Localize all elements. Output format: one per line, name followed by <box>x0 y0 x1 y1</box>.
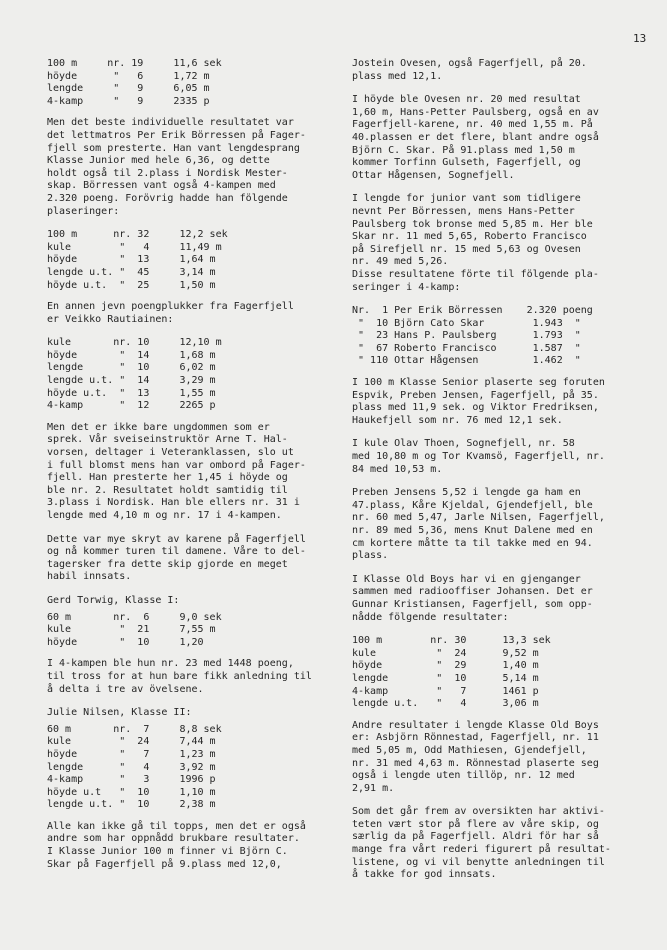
text-line: 47.plass, Kåre Kjeldal, Gjendefjell, ble <box>352 499 593 511</box>
results-row: höyde u.t " 10 1,10 m <box>47 786 216 798</box>
results-row: höyde " 14 1,68 m <box>47 349 216 361</box>
text-line: nr. 60 med 5,47, Jarle Nilsen, Fagerfjell, <box>352 512 605 524</box>
results-row: " 67 Roberto Francisco 1.587 " <box>352 342 581 354</box>
text-line: I Klasse Junior 100 m finner vi Björn C. <box>47 846 288 858</box>
paragraph <box>352 438 637 476</box>
results-row: 100 m nr. 19 11,6 sek <box>47 58 222 69</box>
paragraph <box>352 94 637 182</box>
paragraph <box>47 658 330 696</box>
text-line: sprek. Vår sveiseinstruktör Arne T. Hal- <box>47 434 288 446</box>
text-line: I lengde for junior vant som tidligere <box>352 193 581 205</box>
text-line: Espvik, Preben Jensen, Fagerfjell, på 35. <box>352 389 599 401</box>
text-line: vorsen, deltager i Veteranklassen, slo ut <box>47 447 294 459</box>
results-row: lengde u.t. " 45 3,14 m <box>47 266 216 278</box>
results-row: 4-kamp " 3 1996 p <box>47 774 216 786</box>
text-line: Haukefjell som nr. 76 med 12,1 sek. <box>352 414 563 426</box>
text-line: Disse resultatene förte til fölgende pla- <box>352 268 599 280</box>
text-line: er: Asbjörn Rönnestad, Fagerfjell, nr. 11 <box>352 732 599 744</box>
paragraph <box>352 720 637 796</box>
text-line: kommer Torfinn Gulseth, Fagerfjell, og <box>352 157 581 169</box>
results-table <box>47 612 330 650</box>
text-line: andre som har oppnådd brukbare resultater. <box>47 833 300 845</box>
results-row: 60 m nr. 6 9,0 sek <box>47 611 222 623</box>
paragraph <box>47 422 330 523</box>
results-row: höyde " 6 1,72 m <box>47 70 210 82</box>
results-row: höyde " 7 1,23 m <box>47 748 216 760</box>
text-line: Men det beste individuelle resultatet var <box>47 117 294 129</box>
text-line: Paulsberg tok bronse med 5,85 m. Her ble <box>352 218 593 230</box>
text-line: I kule Olav Thoen, Sognefjell, nr. 58 <box>352 438 575 450</box>
text-line: Alle kan ikke gå til topps, men det er også <box>47 820 306 832</box>
text-line: det lettmatros Per Erik Börressen på Fager- <box>47 129 306 141</box>
results-row: " 10 Björn Cato Skar 1.943 " <box>352 317 581 329</box>
results-row: " 110 Ottar Hågensen 1.462 " <box>352 355 581 367</box>
text-line: fjell som presterte. Han vant lengdesprang <box>47 142 300 154</box>
results-row: 100 m nr. 32 12,2 sek <box>47 229 228 241</box>
athlete-heading: Gerd Torwig, Klasse I: <box>47 594 180 606</box>
text-line: lengde med 4,10 m og nr. 17 i 4-kampen. <box>47 510 282 521</box>
results-row: 4-kamp " 12 2265 p <box>47 400 216 412</box>
text-line: også i lengde uten tillöp, nr. 12 med <box>352 770 575 782</box>
text-line: nr. 49 med 5,26. <box>352 256 449 268</box>
results-row: höyde u.t. " 13 1,55 m <box>47 387 216 399</box>
text-line: teten vært stor på flere av våre skip, og <box>352 818 599 830</box>
text-line: 3.plass i Nordisk. Han ble ellers nr. 31 i <box>47 497 300 509</box>
text-line: 2.320 poeng. Forövrig hadde han fölgende <box>47 192 288 204</box>
results-row: kule " 21 7,55 m <box>47 624 216 636</box>
text-line: er Veikko Rautiainen: <box>47 313 174 325</box>
results-row: 4-kamp " 7 1461 p <box>352 685 539 697</box>
text-line: I 4-kampen ble hun nr. 23 med 1448 poeng, <box>47 658 294 670</box>
results-row: kule " 24 9,52 m <box>352 647 539 659</box>
text-line: tagersker fra dette skip gjorde en meget <box>47 558 288 570</box>
paragraph <box>352 193 637 294</box>
text-line: nr. 31 med 4,63 m. Rönnestad plaserte seg <box>352 757 599 769</box>
text-line: listene, og vi vil benytte anledningen til <box>352 856 605 868</box>
paragraph <box>352 806 637 882</box>
text-line: seringer i 4-kamp: <box>352 281 461 293</box>
text-line: I Klasse Old Boys har vi en gjenganger <box>352 573 581 585</box>
athlete-heading: Julie Nilsen, Klasse II: <box>47 707 192 719</box>
results-row: höyde u.t. " 25 1,50 m <box>47 279 216 291</box>
results-row: höyde " 13 1,64 m <box>47 254 216 266</box>
text-line: å takke for god innsats. <box>352 869 497 881</box>
results-row: lengde u.t. " 14 3,29 m <box>47 375 216 387</box>
results-table <box>47 58 330 108</box>
text-line: cm kortere måtte ta til takke med en 94. <box>352 537 593 549</box>
results-row: höyde " 29 1,40 m <box>352 660 539 672</box>
text-line: nr. 89 med 5,36, mens Knut Dalene med en <box>352 525 593 536</box>
text-line: plass med 12,1. <box>352 70 443 82</box>
text-line: nevnt Per Börressen, mens Hans-Petter <box>352 205 575 217</box>
results-table <box>47 337 330 413</box>
text-line: holdt også til 2.plass i Nordisk Mester- <box>47 167 288 179</box>
results-row: lengde " 10 5,14 m <box>352 672 539 684</box>
text-line: 40.plassen er det flere, blant andre også <box>352 131 599 143</box>
results-row: kule " 4 11,49 m <box>47 241 222 253</box>
text-line: Fagerfjell-karene, nr. 40 med 1,55 m. På <box>352 119 593 131</box>
text-line: med 10,80 m og Tor Kvamsö, Fagerfjell, nr. <box>352 451 605 463</box>
paragraph <box>352 377 637 427</box>
text-line: skap. Börressen vant også 4-kampen med <box>47 180 276 192</box>
text-line: Men det er ikke bare ungdommen som er <box>47 421 270 433</box>
text-line: i full blomst mens han var ombord på Fager- <box>47 459 306 471</box>
text-line: I höyde ble Ovesen nr. 20 med resultat <box>352 94 581 106</box>
text-line: på Sirefjell nr. 15 med 5,63 og Ovesen <box>352 243 581 255</box>
results-row: lengde " 9 6,05 m <box>47 83 210 95</box>
text-line: 2,91 m. <box>352 782 395 794</box>
results-table <box>352 305 637 368</box>
results-row: lengde " 10 6,02 m <box>47 362 216 374</box>
results-row: 60 m nr. 7 8,8 sek <box>47 723 222 735</box>
results-row: Nr. 1 Per Erik Börressen 2.320 poeng <box>352 305 593 317</box>
text-line: Dette var mye skryt av karene på Fagerfjell <box>47 533 306 545</box>
results-row: lengde u.t. " 4 3,06 m <box>352 698 539 710</box>
text-line: I 100 m Klasse Senior plaserte seg foruten <box>352 377 605 389</box>
text-line: Preben Jensens 5,52 i lengde ga ham en <box>352 487 581 499</box>
text-line: ble nr. 2. Resultatet holdt samtidig til <box>47 484 288 496</box>
text-line: Skar nr. 11 med 5,65, Roberto Francisco <box>352 231 587 243</box>
paragraph <box>352 487 637 563</box>
results-row: kule nr. 10 12,10 m <box>47 337 222 349</box>
text-line: Gunnar Kristiansen, Fagerfjell, som opp- <box>352 598 593 610</box>
paragraph <box>47 534 330 584</box>
results-row: kule " 24 7,44 m <box>47 736 216 748</box>
results-row: höyde " 10 1,20 <box>47 636 204 648</box>
text-line: til tross for at hun bare fikk anledning til <box>47 670 312 682</box>
text-line: plass med 11,9 sek. og Viktor Fredriksen, <box>352 402 599 414</box>
right-column <box>352 58 637 893</box>
text-line: nådde fölgende resultater: <box>352 611 509 623</box>
results-row: " 23 Hans P. Paulsberg 1.793 " <box>352 330 581 342</box>
text-line: Ottar Hågensen, Sognefjell. <box>352 169 515 181</box>
text-line: 84 med 10,53 m. <box>352 463 443 475</box>
text-line: Som det går frem av oversikten har aktivi- <box>352 806 605 818</box>
text-line: å delta i tre av övelsene. <box>47 683 204 695</box>
text-line: plaseringer: <box>47 205 120 217</box>
text-line: Andre resultater i lengde Klasse Old Boys <box>352 719 599 731</box>
left-column <box>47 58 330 882</box>
text-line: særlig da på Fagerfjell. Aldri för har så <box>352 831 599 843</box>
text-line: fjell. Han presterte her 1,45 i höyde og <box>47 472 288 484</box>
paragraph <box>47 117 330 218</box>
page-number: 13 <box>633 32 647 45</box>
text-line: En annen jevn poengplukker fra Fagerfjell <box>47 301 294 313</box>
text-line: habil innsats. <box>47 571 132 583</box>
paragraph <box>352 574 637 624</box>
text-line: med 5,05 m, Odd Mathiesen, Gjendefjell, <box>352 744 587 756</box>
results-table <box>47 724 330 812</box>
results-table <box>352 635 637 711</box>
text-line: Jostein Ovesen, også Fagerfjell, på 20. <box>352 58 587 69</box>
paragraph <box>47 301 330 326</box>
text-line: sammen med radiooffiser Johansen. Det er <box>352 586 593 598</box>
results-table <box>47 229 330 292</box>
results-row: lengde " 4 3,92 m <box>47 761 216 773</box>
text-line: Klasse Junior med hele 6,36, og dette <box>47 155 270 167</box>
text-line: og nå kommer turen til damene. Våre to del- <box>47 546 306 558</box>
text-line: plass. <box>352 550 389 562</box>
paragraph <box>352 58 637 83</box>
text-line: 1,60 m, Hans-Petter Paulsberg, også en av <box>352 106 599 118</box>
text-line: Björn C. Skar. På 91.plass med 1,50 m <box>352 144 575 156</box>
results-row: lengde u.t. " 10 2,38 m <box>47 799 216 811</box>
paragraph <box>47 821 330 871</box>
results-row: 100 m nr. 30 13,3 sek <box>352 635 551 647</box>
text-line: Skar på Fagerfjell på 9.plass med 12,0, <box>47 858 282 870</box>
results-row: 4-kamp " 9 2335 p <box>47 95 210 107</box>
text-line: mange fra vårt rederi figurert på resultat- <box>352 844 611 856</box>
